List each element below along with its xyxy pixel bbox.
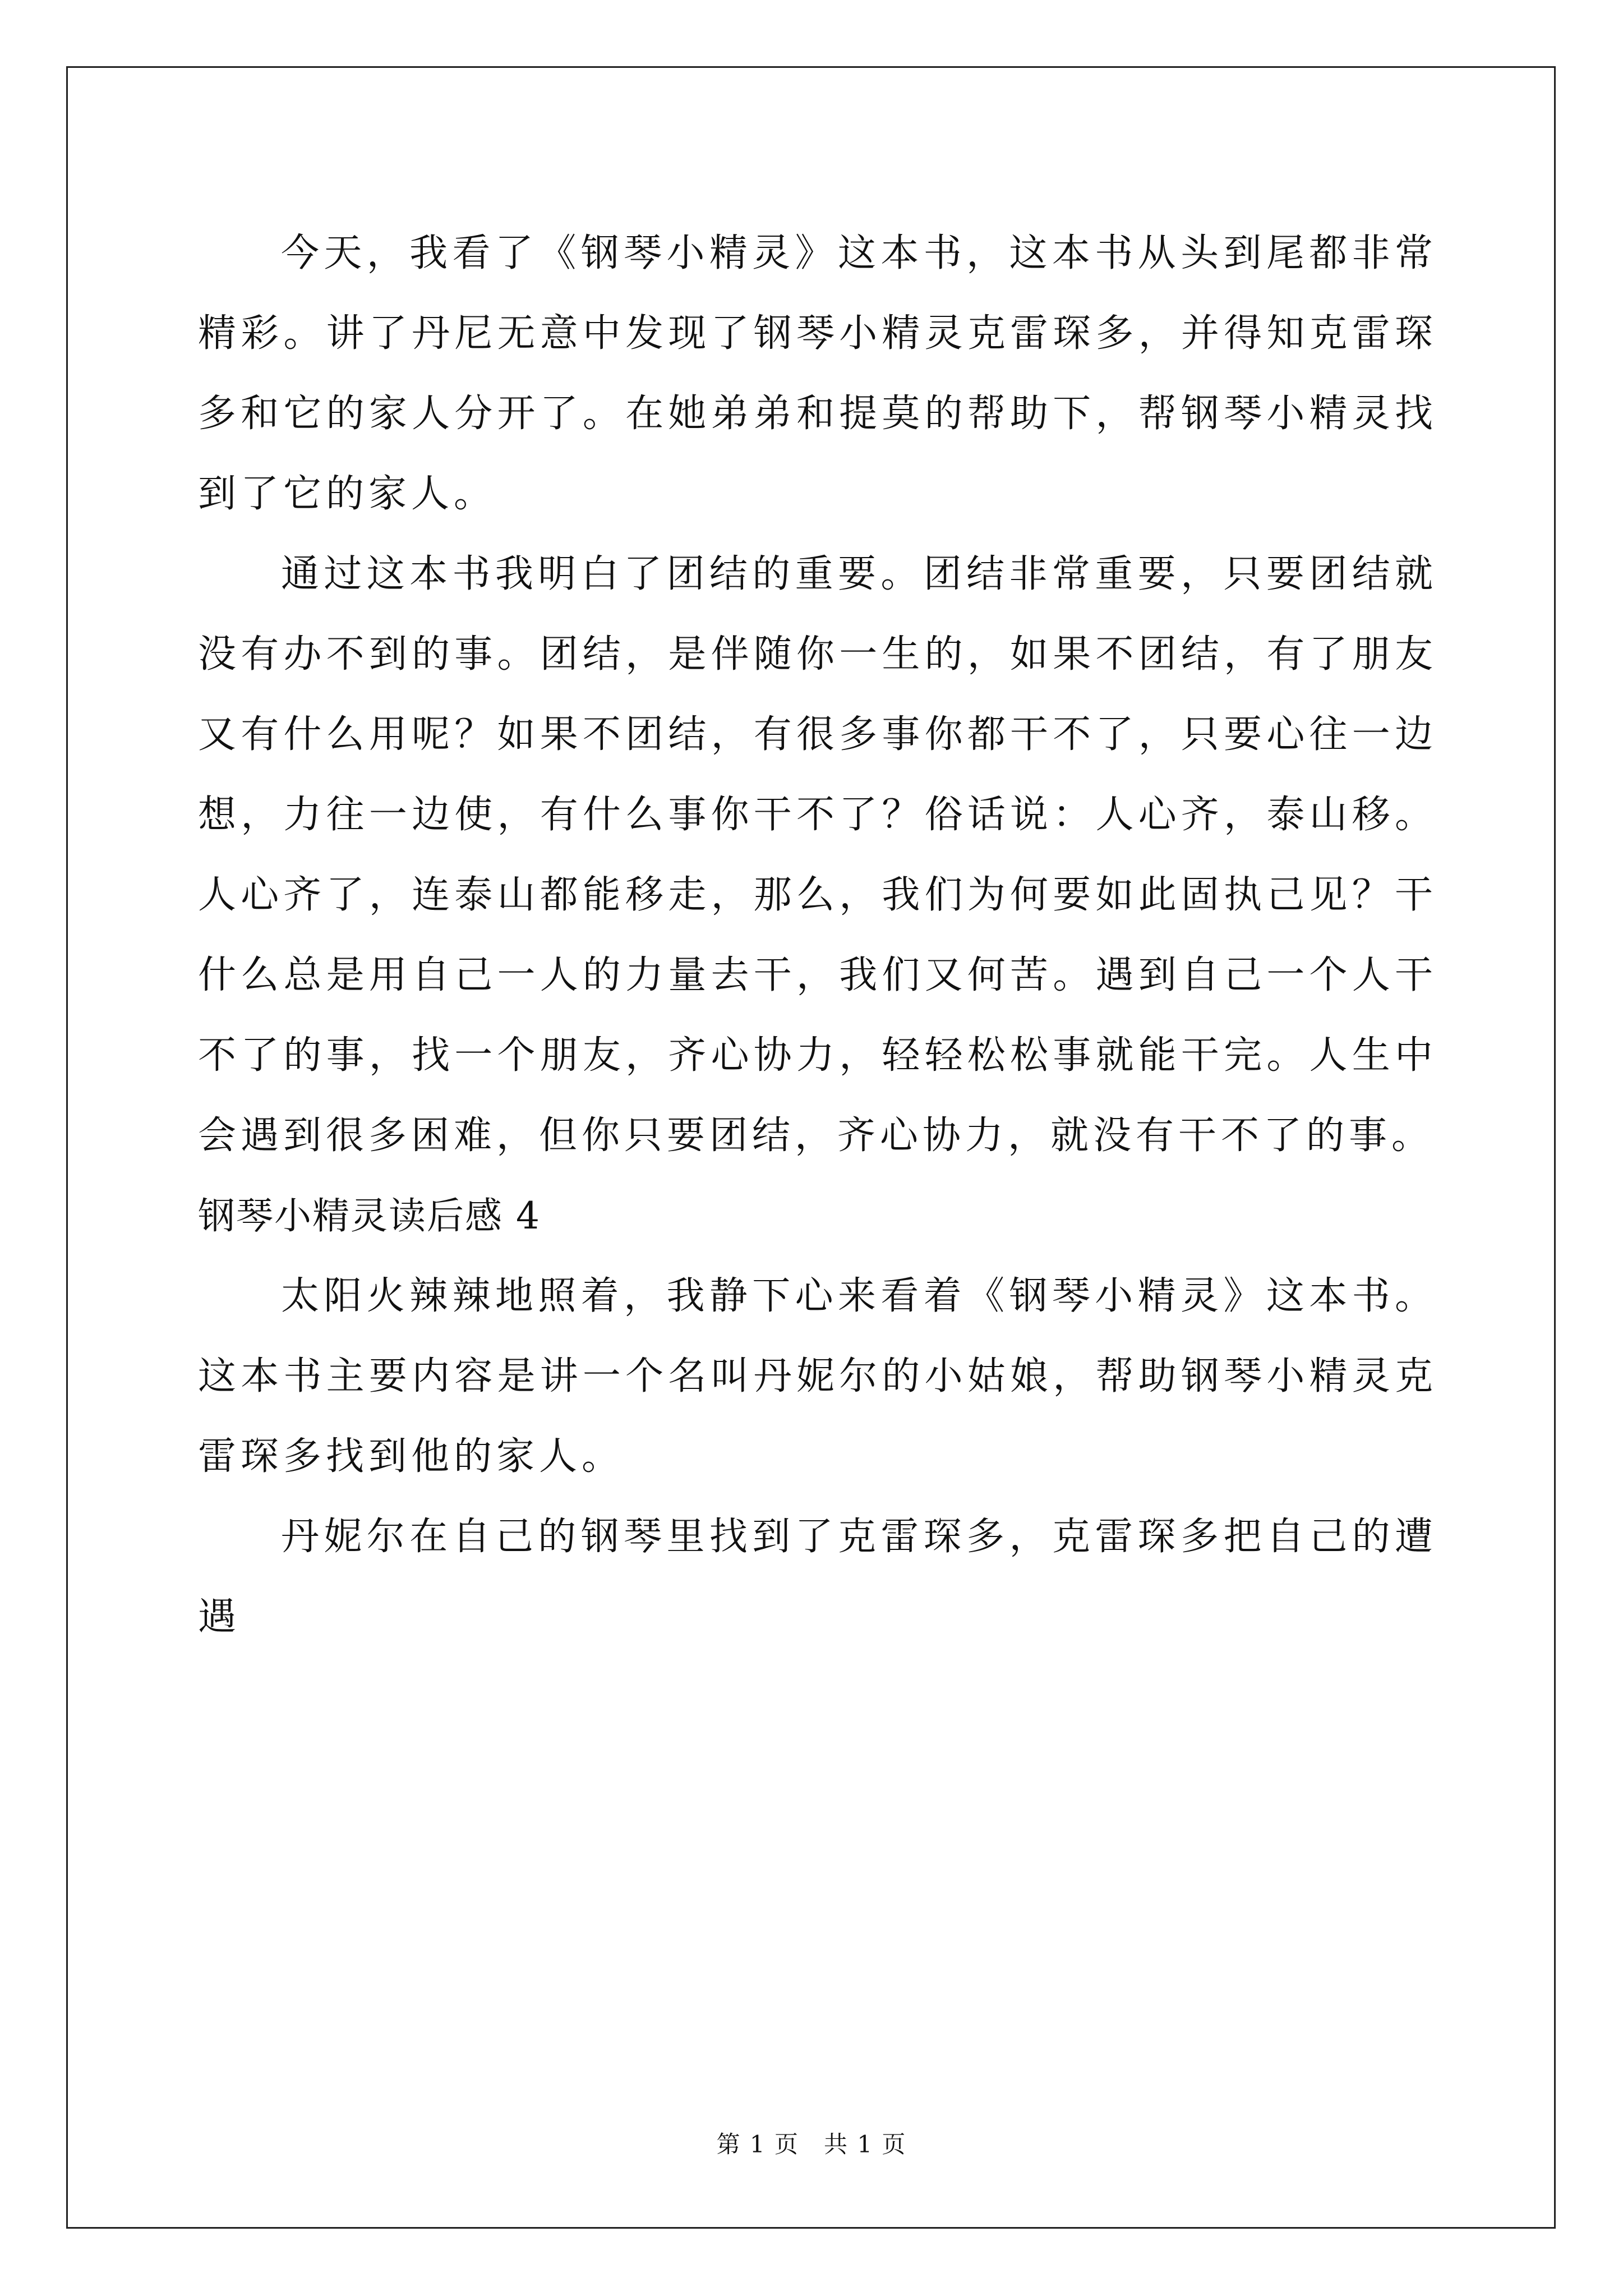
paragraph-1: 今天，我看了《钢琴小精灵》这本书，这本书从头到尾都非常精彩。讲了丹尼无意中发现了钢琴小精灵克雷琛多，并得知克雷琛多和它的家人分开了。在她弟弟和提莫的帮助下，帮钢琴小精灵找到了它的家人。 <box>198 231 1437 516</box>
document-body <box>198 213 1437 1657</box>
paragraph-2: 通过这本书我明白了团结的重要。团结非常重要，只要团结就没有办不到的事。团结，是伴随你一生的，如果不团结，有了朋友又有什么用呢？如果不团结，有很多事你都干不了，只要心往一边想，力往一边使，有什么事你干不了？俗话说：人心齐，泰山移。人心齐了，连泰山都能移走，那么，我们为何要如此固执己见？干什么总是用自己一人的力量去干，我们又何苦。遇到自己一个人干不了的事，找一个朋友，齐心协力，轻轻松松事就能干完。人生中会遇到很多困难，但你只要团结，齐心协力，就没有干不了的事。 <box>198 552 1437 1158</box>
paragraph-4: 丹妮尔在自己的钢琴里找到了克雷琛多，克雷琛多把自己的遭遇 <box>198 1515 1437 1639</box>
paragraph-3: 太阳火辣辣地照着，我静下心来看着《钢琴小精灵》这本书。这本书主要内容是讲一个名叫丹妮尔的小姑娘，帮助钢琴小精灵克雷琛多找到他的家人。 <box>198 1274 1437 1479</box>
page-footer: 第 1 页 共 1 页 <box>716 2131 907 2158</box>
section-heading: 钢琴小精灵读后感 4 <box>198 1194 541 1237</box>
